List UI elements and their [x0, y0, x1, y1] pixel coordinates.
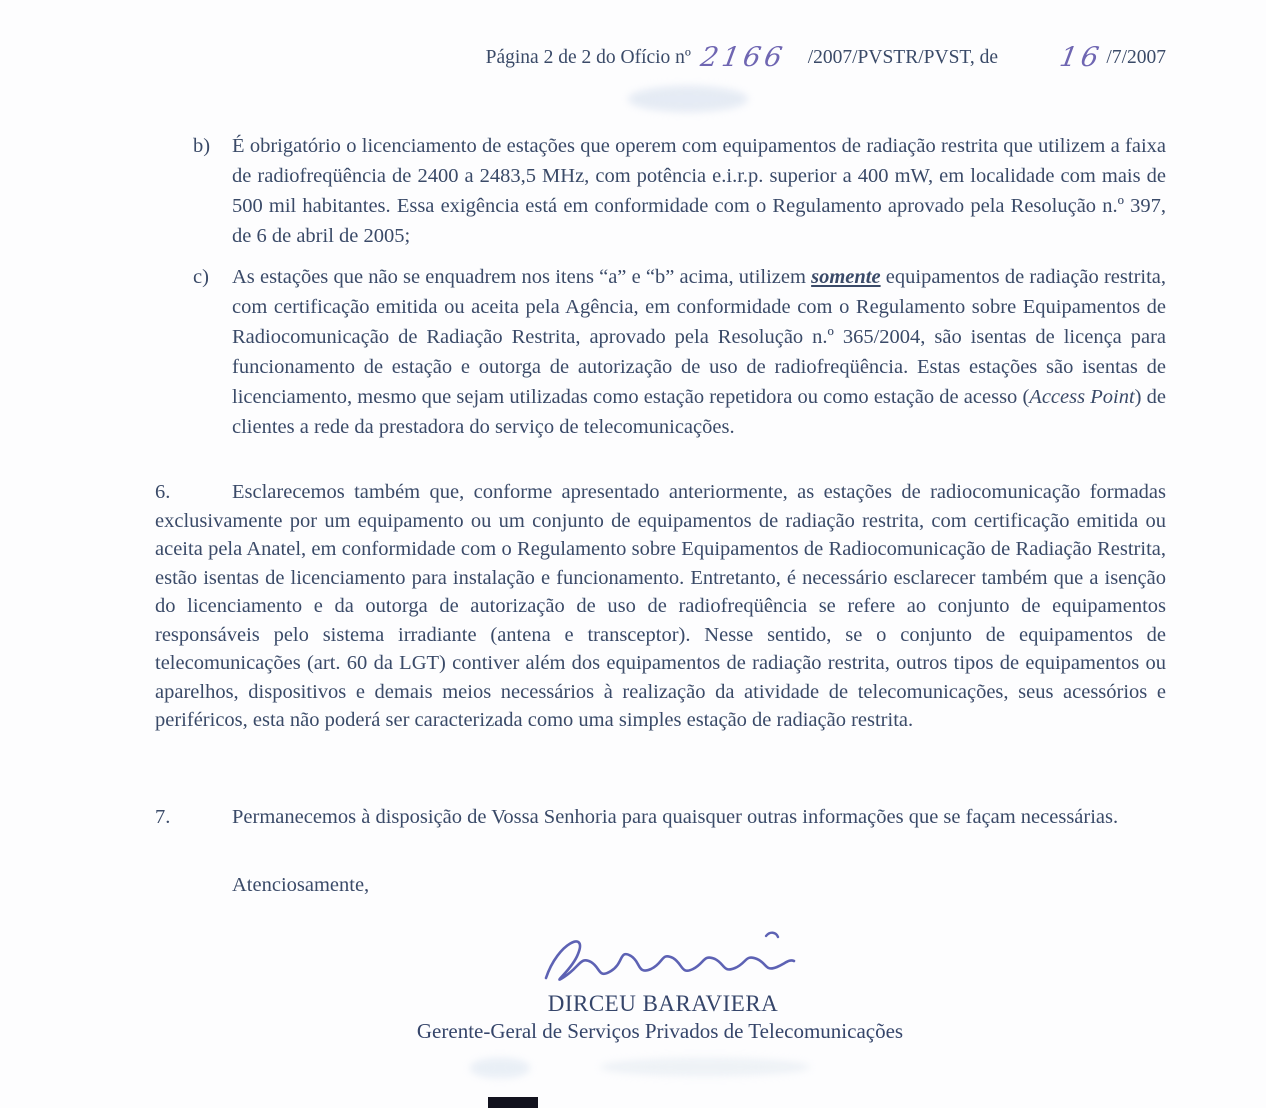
- header-date-rest: /7/2007: [1106, 47, 1166, 68]
- signer-title: Gerente-Geral de Serviços Privados de Telecomunicações: [416, 1019, 904, 1043]
- item-c-text-3: ) de clientes a rede da prestadora do serviço de telecomunicações.: [232, 386, 1166, 438]
- handwritten-day: 16: [1057, 42, 1106, 73]
- item-c-text-1: As estações que não se enquadrem nos itens “a” e “b” acima, utilizem: [232, 266, 812, 288]
- item-c-text-2: equipamentos de radiação restrita, com certificação emitida ou aceita pela Agência, em conformidade com o Regulamento sobre Equipamentos de Radiocomunicação de Radiação Restrita, aprovado pela Resolução n.º 365/2004, são isentas de licença para funcionamento de estação e outorga de autorização de uso de radiofreqüência. Estas estações são isentas de licenciamento, mesmo que sejam utilizadas como estação repetidora ou como estação de acesso (: [232, 266, 1167, 408]
- list-item-b: [193, 131, 1166, 251]
- handwritten-signature: [528, 926, 818, 996]
- item-c-access-point: Access Point: [1029, 386, 1135, 408]
- paragraph-7-number: 7.: [155, 806, 171, 828]
- list-item-c: [193, 262, 1167, 442]
- paragraph-7: [155, 803, 1166, 832]
- paragraph-6-text: Esclarecemos também que, conforme apresentado anteriormente, as estações de radiocomunicação formadas exclusivamente por um equipamento ou um conjunto de equipamentos de radiação restrita, com certificação emitida ou aceita pela Anatel, em conformidade com o Regulamento sobre Equipamentos de Radiocomunicação de Radiação Restrita, estão isentas de licenciamento para instalação e funcionamento. Entretanto, é necessário esclarecer também que a isenção do licenciamento e da outorga de autorização de uso de radiofreqüência se refere ao conjunto de equipamentos responsáveis pelo sistema irradiante (antena e transceptor). Nesse sentido, se o conjunto de equipamentos de telecomunicações (art. 60 da LGT) contiver além dos equipamentos de radiação restrita, outros tipos de equipamentos ou aparelhos, dispositivos e demais meios necessários à realização da atividade de telecomunicações, seus acessórios e periféricos, esta não poderá ser caracterizada como uma simples estação de radiação restrita.: [155, 481, 1166, 731]
- header-prefix: Página 2 de 2 do Ofício nº: [485, 47, 691, 68]
- paragraph-6: [155, 478, 1166, 735]
- signer-name: DIRCEU BARAVIERA: [547, 991, 779, 1016]
- page-header: [0, 44, 1166, 71]
- paragraph-7-text: Permanecemos à disposição de Vossa Senhoria para quaisquer outras informações que se façam necessárias.: [232, 806, 1119, 828]
- scan-smudge-bottom-left: [470, 1058, 530, 1078]
- scan-artifact-bar: [488, 1097, 538, 1108]
- scan-smudge-top: [628, 86, 748, 112]
- header-middle: /2007/PVSTR/PVST, de: [807, 47, 999, 68]
- closing-salutation: Atenciosamente,: [232, 874, 370, 896]
- item-b-label: b): [193, 135, 211, 157]
- item-b-text: É obrigatório o licenciamento de estações que operem com equipamentos de radiação restrita que utilizem a faixa de radiofreqüência de 2400 a 2483,5 MHz, com potência e.i.r.p. superior a 400 mW, em localidade com mais de 500 mil habitantes. Essa exigência está em conformidade com o Regulamento aprovado pela Resolução n.º 397, de 6 de abril de 2005;: [232, 135, 1166, 247]
- paragraph-6-number: 6.: [155, 481, 171, 503]
- handwritten-office-number: 2166: [698, 42, 789, 73]
- item-c-emphasis: somente: [811, 266, 881, 288]
- item-c-label: c): [193, 266, 209, 288]
- scan-smudge-bottom-right: [600, 1058, 810, 1076]
